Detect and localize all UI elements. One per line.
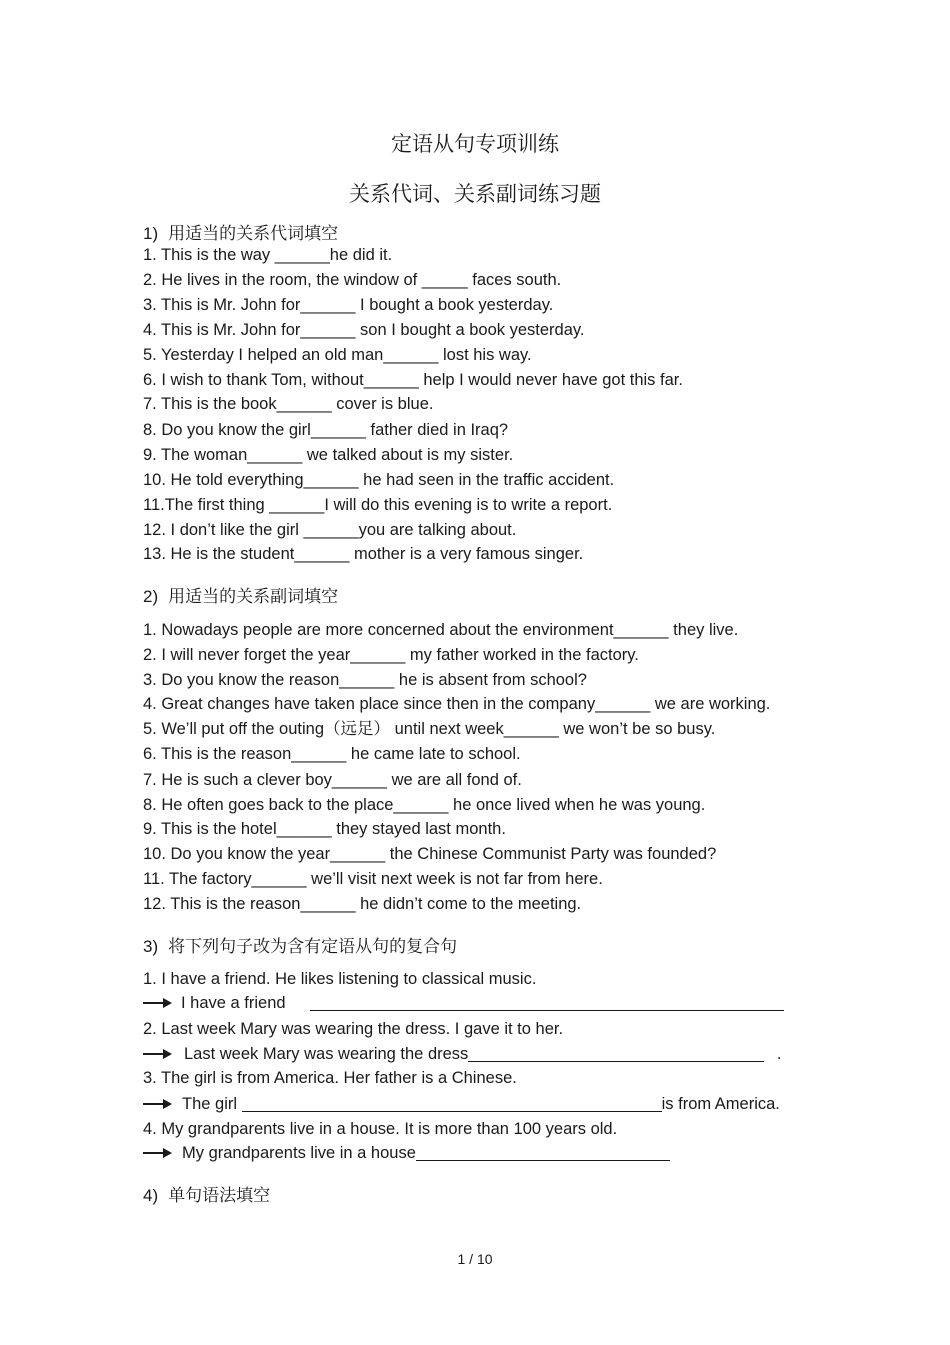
answer-prompt: I have a friend	[181, 994, 286, 1012]
section-3-heading	[143, 932, 457, 957]
rewrite-question: 3. The girl is from America. Her father is a Chinese.	[143, 1069, 517, 1087]
rewrite-answer-line	[143, 1094, 780, 1114]
exercise-line: 2. I will never forget the year______ my father worked in the factory.	[143, 646, 639, 664]
answer-prompt: The girl	[182, 1095, 238, 1113]
exercise-line: 4. This is Mr. John for______ son I bought a book yesterday.	[143, 321, 585, 339]
section-3-title: 将下列句子改为含有定语从句的复合句	[168, 937, 458, 957]
exercise-line: 1. This is the way ______he did it.	[143, 246, 393, 264]
section-1-title: 用适当的关系代词填空	[168, 224, 339, 244]
rewrite-answer-line	[143, 1044, 781, 1064]
section-1-number: 1)	[143, 224, 159, 243]
exercise-line: 1. Nowadays people are more concerned about the environment______ they live.	[143, 621, 739, 639]
exercise-line: 6. I wish to thank Tom, without______ help I would never have got this far.	[143, 371, 683, 389]
exercise-line: 7. This is the book______ cover is blue.	[143, 395, 434, 413]
answer-period: .	[776, 1045, 782, 1063]
rewrite-answer-line	[143, 993, 784, 1013]
rewrite-question: 1. I have a friend. He likes listening to classical music.	[143, 970, 537, 988]
answer-blank[interactable]	[310, 993, 784, 1011]
exercise-line: 11. The factory______ we’ll visit next week is not far from here.	[143, 870, 603, 888]
arrow-right-icon	[143, 1094, 173, 1114]
rewrite-question: 4. My grandparents live in a house. It is more than 100 years old.	[143, 1120, 618, 1138]
page-subtitle: 关系代词、关系副词练习题	[349, 182, 601, 206]
section-2-heading	[143, 582, 338, 607]
exercise-line: 4. Great changes have taken place since then in the company______ we are working.	[143, 695, 771, 713]
section-3-number: 3)	[143, 937, 159, 956]
answer-blank[interactable]	[468, 1044, 764, 1062]
section-4-title: 单句语法填空	[168, 1186, 271, 1206]
exercise-line: 6. This is the reason______ he came late to school.	[143, 745, 521, 763]
answer-blank[interactable]	[242, 1094, 662, 1112]
exercise-line: 10. He told everything______ he had seen in the traffic accident.	[143, 471, 615, 489]
answer-blank[interactable]	[416, 1143, 670, 1161]
answer-suffix: is from America.	[661, 1095, 780, 1113]
rewrite-question: 2. Last week Mary was wearing the dress. I gave it to her.	[143, 1020, 564, 1038]
exercise-line: 13. He is the student______ mother is a very famous singer.	[143, 545, 584, 563]
section-2-number: 2)	[143, 587, 159, 606]
arrow-right-icon	[143, 993, 173, 1013]
exercise-line: 10. Do you know the year______ the Chinese Communist Party was founded?	[143, 845, 717, 863]
exercise-line: 3. This is Mr. John for______ I bought a book yesterday.	[143, 296, 554, 314]
section-1-heading	[143, 219, 338, 244]
page-number: 1 / 10	[457, 1251, 493, 1267]
answer-prompt: Last week Mary was wearing the dress	[184, 1045, 469, 1063]
answer-prompt: My grandparents live in a house	[182, 1144, 416, 1162]
rewrite-answer-line	[143, 1143, 670, 1163]
exercise-line: 9. The woman______ we talked about is my sister.	[143, 446, 514, 464]
section-4-heading	[143, 1181, 270, 1206]
section-4-number: 4)	[143, 1186, 159, 1205]
exercise-line: 8. Do you know the girl______ father died in Iraq?	[143, 421, 509, 439]
section-2-title: 用适当的关系副词填空	[168, 587, 339, 607]
exercise-line: 12. This is the reason______ he didn’t come to the meeting.	[143, 895, 582, 913]
exercise-line: 7. He is such a clever boy______ we are all fond of.	[143, 771, 522, 789]
exercise-line: 5. We’ll put off the outing（远足） until next week______ we won’t be so busy.	[143, 720, 716, 738]
exercise-line: 9. This is the hotel______ they stayed last month.	[143, 820, 506, 838]
exercise-line: 8. He often goes back to the place______ he once lived when he was young.	[143, 796, 706, 814]
exercise-line: 5. Yesterday I helped an old man______ lost his way.	[143, 346, 532, 364]
exercise-line: 3. Do you know the reason______ he is absent from school?	[143, 671, 587, 689]
arrow-right-icon	[143, 1143, 173, 1163]
exercise-line: 2. He lives in the room, the window of _____ faces south.	[143, 271, 562, 289]
exercise-line: 11.The first thing ______I will do this evening is to write a report.	[143, 496, 613, 514]
exercise-line: 12. I don’t like the girl ______you are talking about.	[143, 521, 517, 539]
page-title: 定语从句专项训练	[391, 132, 559, 156]
arrow-right-icon	[143, 1044, 173, 1064]
